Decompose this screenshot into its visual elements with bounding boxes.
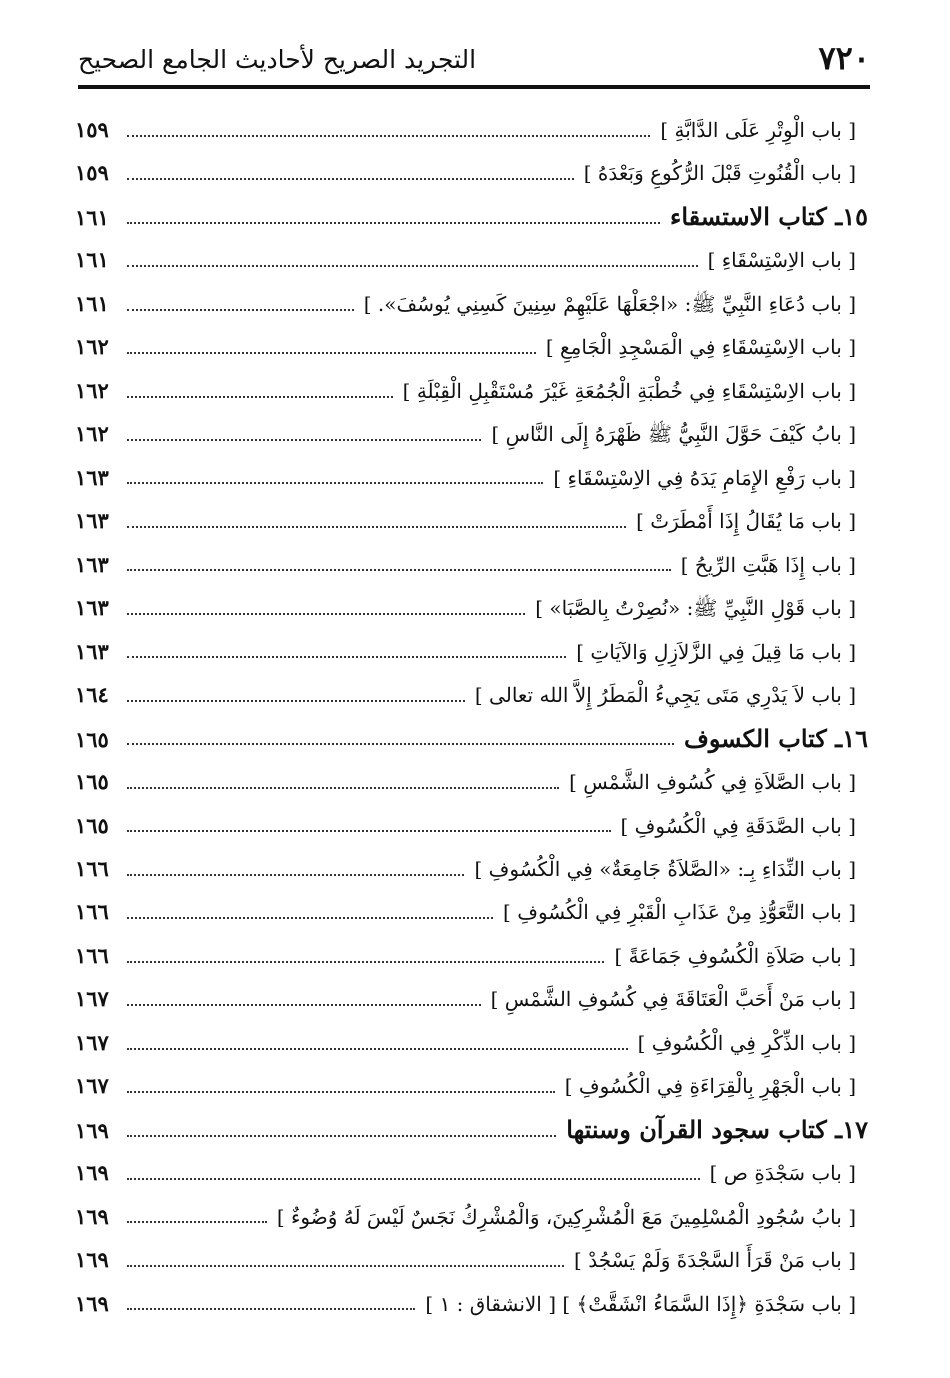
toc-entry-row (75, 543, 868, 586)
toc-entry-row (75, 108, 868, 151)
section-title: [ باب رَفْعِ الإِمَامِ يَدَهُ فِي الاِسْتِسْقَاءِ ] (553, 465, 856, 490)
dot-leader (127, 1265, 564, 1267)
section-title: [ باب مَا يُقَالُ إِذَا أَمْطَرَتْ ] (636, 509, 856, 534)
toc-page-number: ١٦٧ (75, 1073, 109, 1099)
section-title: [ بابُ كَيْفَ حَوَّلَ النَّبِيُّ ﷺ ظَهْرَهُ إِلَى النَّاسِ ] (491, 422, 856, 447)
dot-leader (127, 352, 536, 354)
toc-page-number: ١٦٧ (75, 986, 109, 1012)
dot-leader (127, 265, 698, 267)
toc-entry-row (75, 499, 868, 542)
dot-leader (127, 1135, 556, 1137)
dot-leader (127, 917, 493, 919)
toc-page-number: ١٦٩ (75, 1117, 109, 1143)
dot-leader (127, 743, 674, 745)
toc-page-number: ١٥٩ (75, 117, 109, 142)
toc-page-number: ١٦٧ (75, 1029, 109, 1055)
dot-leader (127, 482, 543, 484)
toc-entry-row (75, 1282, 868, 1325)
section-title: [ باب سَجْدَةِ ﴿إِذَا السَّمَاءُ انْشَقَّتْ﴾ ] [ الانشقاق : ١ ] (425, 1291, 856, 1316)
dot-leader (127, 309, 354, 311)
toc-entry-row (75, 804, 868, 847)
section-title: [ باب الصَّدَقَةِ فِي الْكُسُوفِ ] (620, 813, 856, 838)
dot-leader (127, 135, 650, 137)
toc-page-number: ١٦١ (75, 204, 109, 230)
toc-page-number: ١٦٥ (75, 769, 109, 795)
section-title: [ باب مَنْ أَحَبَّ الْعَتَاقَةَ فِي كُسُوفِ الشَّمْسِ ] (490, 987, 856, 1012)
toc-entry-row (75, 325, 868, 368)
toc-entry-row (75, 630, 868, 673)
toc-page-number: ١٦٥ (75, 812, 109, 838)
chapter-title: ١٦ـ كتاب الكسوف (683, 723, 868, 753)
toc-page-number: ١٦٢ (75, 421, 109, 447)
toc-page-number: ١٦١ (75, 247, 109, 273)
dot-leader (127, 830, 611, 832)
toc-entry-row (75, 1151, 868, 1194)
toc-entry-row (75, 760, 868, 803)
section-title: [ بابُ سُجُودِ الْمُسْلِمِينَ مَعَ الْمُشْرِكِينَ، وَالْمُشْرِكُ نَجَسٌ لَيْسَ لَهُ وُضُوءٌ ] (276, 1204, 856, 1229)
dot-leader (127, 700, 465, 702)
toc-entry-row (75, 412, 868, 455)
toc-entry-row (75, 151, 868, 194)
toc-page-number: ١٦٤ (75, 682, 109, 708)
toc-page-number: ١٦٩ (75, 1247, 109, 1273)
toc-entry-row (75, 890, 868, 933)
running-title: التجريد الصريح لأحاديث الجامع الصحيح (78, 45, 477, 74)
dot-leader (127, 1178, 700, 1180)
toc-page-number: ١٦٣ (75, 464, 109, 490)
toc-entry-row (75, 673, 868, 716)
toc-entry-row (75, 456, 868, 499)
dot-leader (127, 787, 559, 789)
section-title: [ باب الْقُنُوتِ قَبْلَ الرُّكُوعِ وَبَعْدَهُ ] (583, 161, 856, 186)
table-of-contents (75, 108, 868, 1325)
dot-leader (127, 1004, 481, 1006)
section-title: [ باب الْوِتْرِ عَلَى الدَّابَّةِ ] (660, 118, 856, 142)
toc-page-number: ١٦٣ (75, 638, 109, 664)
dot-leader (127, 874, 464, 876)
chapter-title: ١٥ـ كتاب الاستسقاء (670, 201, 868, 231)
toc-page-number: ١٦٩ (75, 1160, 109, 1186)
section-title: [ باب الْجَهْرِ بِالْقِرَاءَةِ فِي الْكُسُوفِ ] (564, 1074, 856, 1099)
toc-entry-row (75, 1021, 868, 1064)
section-title: [ باب الصَّلاَةِ فِي كُسُوفِ الشَّمْسِ ] (569, 770, 856, 795)
section-title: [ باب النِّدَاءِ بِـ: «الصَّلاَةُ جَامِعَةٌ» فِي الْكُسُوفِ ] (474, 856, 856, 881)
dot-leader (127, 1221, 267, 1223)
page-number: ٧٢٠ (818, 39, 870, 77)
toc-entry-row (75, 847, 868, 890)
section-title: [ باب الاِسْتِسْقَاءِ فِي الْمَسْجِدِ الْجَامِعِ ] (545, 335, 856, 360)
toc-page-number: ١٦٩ (75, 1203, 109, 1229)
dot-leader (127, 439, 481, 441)
dot-leader (127, 569, 671, 571)
toc-page-number: ١٦٢ (75, 334, 109, 360)
toc-page-number: ١٦٦ (75, 899, 109, 925)
section-title: [ باب صَلاَةِ الْكُسُوفِ جَمَاعَةً ] (614, 943, 856, 968)
toc-chapter-row (75, 717, 868, 760)
chapter-title: ١٧ـ كتاب سجود القرآن وسنتها (566, 1114, 868, 1144)
header-rule (78, 85, 870, 89)
dot-leader (127, 1308, 415, 1310)
dot-leader (127, 656, 566, 658)
toc-page-number: ١٦٦ (75, 855, 109, 881)
toc-page-number: ١٦١ (75, 290, 109, 316)
section-title: [ باب لاَ يَدْرِي مَتَى يَجِيءُ الْمَطَرُ إِلاَّ الله تعالى ] (474, 683, 856, 708)
toc-page-number: ١٦٣ (75, 551, 109, 577)
toc-page-number: ١٦٦ (75, 942, 109, 968)
toc-chapter-row (75, 195, 868, 238)
toc-chapter-row (75, 1108, 868, 1151)
toc-entry-row (75, 934, 868, 977)
toc-entry-row (75, 369, 868, 412)
toc-entry-row (75, 1238, 868, 1281)
toc-page-number: ١٦٢ (75, 377, 109, 403)
toc-entry-row (75, 282, 868, 325)
toc-page-number: ١٦٥ (75, 726, 109, 752)
toc-page-number: ١٦٩ (75, 1290, 109, 1316)
toc-page-number: ١٥٩ (75, 160, 109, 186)
dot-leader (127, 961, 604, 963)
section-title: [ باب دُعَاءِ النَّبِيِّ ﷺ: «اجْعَلْهَا عَلَيْهِمْ سِنِينَ كَسِنِي يُوسُفَ». ] (363, 291, 856, 316)
section-title: [ باب مَنْ قَرَأَ السَّجْدَةَ وَلَمْ يَسْجُدْ ] (574, 1248, 856, 1273)
toc-entry-row (75, 586, 868, 629)
dot-leader (127, 178, 574, 180)
section-title: [ باب الاِسْتِسْقَاءِ فِي خُطْبَةِ الْجُمُعَةِ غَيْرَ مُسْتَقْبِلِ الْقِبْلَةِ ] (402, 378, 856, 403)
section-title: [ باب مَا قِيلَ فِي الزَّلاَزِلِ وَالآيَاتِ ] (576, 639, 856, 664)
toc-page-number: ١٦٣ (75, 508, 109, 534)
toc-page-number: ١٦٣ (75, 595, 109, 621)
dot-leader (127, 1048, 628, 1050)
toc-entry-row (75, 1195, 868, 1238)
dot-leader (127, 396, 393, 398)
section-title: [ باب الذِّكْرِ فِي الْكُسُوفِ ] (637, 1030, 856, 1055)
dot-leader (127, 222, 660, 224)
dot-leader (127, 1091, 555, 1093)
section-title: [ باب سَجْدَةِ ص ] (709, 1161, 856, 1186)
section-title: [ باب التَّعَوُّذِ مِنْ عَذَابِ الْقَبْرِ فِي الْكُسُوفِ ] (503, 900, 856, 925)
dot-leader (127, 526, 626, 528)
page-header (78, 36, 870, 88)
toc-entry-row (75, 1064, 868, 1107)
dot-leader (127, 613, 525, 615)
section-title: [ باب قَوْلِ النَّبِيِّ ﷺ: «نُصِرْتُ بِالصَّبَا» ] (535, 596, 856, 621)
section-title: [ باب إِذَا هَبَّتِ الرِّيحُ ] (680, 552, 856, 577)
toc-entry-row (75, 238, 868, 281)
toc-entry-row (75, 977, 868, 1020)
section-title: [ باب الاِسْتِسْقَاءِ ] (707, 248, 856, 273)
